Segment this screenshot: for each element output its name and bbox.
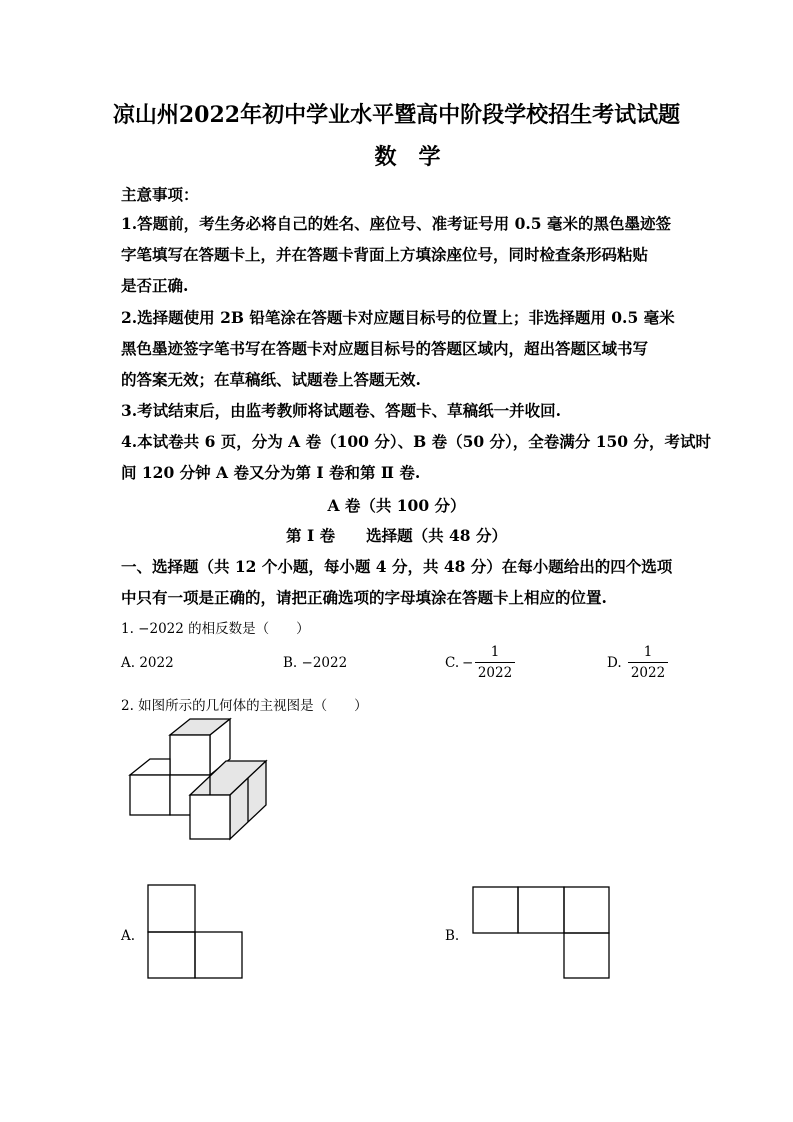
notes-line-4: 2.选择题使用 2B 铅笔涂在答题卡对应题目标号的位置上；非选择题用 0.5 毫米 — [121, 308, 675, 327]
q1-option-d-numerator: 1 — [643, 644, 653, 660]
q1-option-c-denominator: 2022 — [477, 665, 513, 681]
q1-option-c-label: C. — [445, 655, 460, 671]
instructions-line-2: 中只有一项是正确的，请把正确选项的字母填涂在答题卡上相应的位置. — [121, 588, 607, 607]
subject-title: 数学 — [374, 144, 463, 170]
notes-line-9: 间 120 分钟 A 卷又分为第 I 卷和第 Ⅱ 卷. — [121, 463, 421, 482]
volume-heading: A 卷（共 100 分） — [327, 496, 466, 515]
q2-option-a-label: A. — [121, 928, 136, 944]
top-cube-front-face — [170, 735, 210, 775]
q1-option-c-numerator: 1 — [490, 644, 500, 660]
q2-option-a-figure — [147, 884, 245, 980]
notes-line-8: 4.本试卷共 6 页，分为 A 卷（100 分）、B 卷（50 分），全卷满分 150 分，考试时 — [121, 432, 711, 451]
instructions-line-1: 一、选择题（共 12 个小题，每小题 4 分，共 48 分）在每小题给出的四个选项 — [121, 557, 673, 576]
part-heading: 第 I 卷 选择题（共 48 分） — [286, 526, 507, 545]
notes-line-6: 的答案无效；在草稿纸、试题卷上答题无效. — [121, 370, 421, 389]
notes-line-7: 3.考试结束后，由监考教师将试题卷、答题卡、草稿纸一并收回. — [121, 401, 562, 420]
left-cube-top-face — [130, 759, 170, 775]
q1-option-d-fraction — [628, 644, 668, 681]
page-title: 凉山州2022年初中学业水平暨高中阶段学校招生考试试题 — [112, 102, 681, 128]
front-cube-front-face — [190, 795, 230, 839]
q1-option-d-denominator: 2022 — [630, 665, 666, 681]
q1-option-b: B. −2022 — [283, 655, 348, 671]
q1-option-c-sign: − — [462, 655, 474, 671]
q2-option-b-figure — [472, 886, 612, 980]
notes-line-3: 是否正确. — [121, 276, 189, 295]
q2-option-b-label: B. — [445, 928, 460, 944]
left-cube-front-face — [130, 775, 170, 815]
q1-option-c-fraction — [475, 644, 515, 681]
notes-line-2: 字笔填写在答题卡上，并在答题卡背面上方填涂座位号，同时检查条形码粘贴 — [121, 245, 649, 264]
notes-line-1: 1.答题前，考生务必将自己的姓名、座位号、准考证号用 0.5 毫米的黑色墨迹签 — [121, 214, 671, 233]
q2-stem: 2. 如图所示的几何体的主视图是（ ） — [121, 698, 368, 714]
q2-solid-figure — [120, 715, 280, 850]
notes-line-5: 黑色墨迹签字笔书写在答题卡对应题目标号的答题区域内，超出答题区域书写 — [121, 339, 649, 358]
q1-stem: 1. −2022 的相反数是（ ） — [121, 621, 310, 637]
notes-heading: 主意事项： — [121, 185, 199, 204]
q1-option-d-label: D. — [607, 655, 622, 671]
q1-option-a: A. 2022 — [121, 655, 174, 671]
